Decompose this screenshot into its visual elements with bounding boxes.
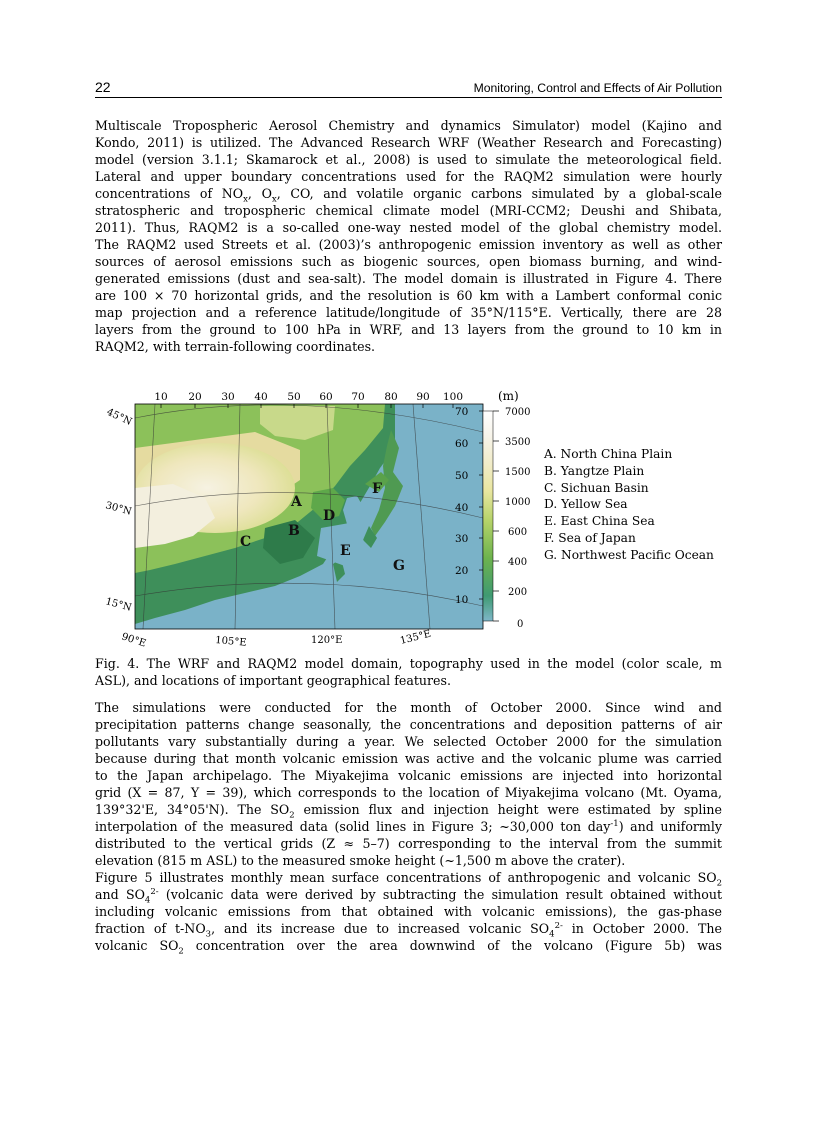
text-line: stratospheric and tropospheric chemical climate model (MRI-CCM2; Deushi and Shibata, xyxy=(95,203,722,218)
text-line: precipitation patterns change seasonally, the concentrations and deposition patterns of air xyxy=(95,717,722,732)
legend-item: D. Yellow Sea xyxy=(544,497,628,512)
region-mark-b: B xyxy=(288,523,300,539)
region-mark-f: F xyxy=(372,481,382,497)
legend-item: A. North China Plain xyxy=(544,447,673,461)
text-line: RAQM2, with terrain-following coordinates. xyxy=(95,339,376,354)
paragraph-simulation-setup xyxy=(95,699,723,957)
lat-label-45n: 45°N xyxy=(104,406,134,428)
grid-x-label: 20 xyxy=(188,391,202,403)
grid-y-label: 50 xyxy=(455,470,469,482)
text-line: The RAQM2 used Streets et al. (2003)’s anthropogenic emission inventory as well as other xyxy=(95,237,722,252)
text-line: are 100 × 70 horizontal grids, and the resolution is 60 km with a Lambert conformal conic xyxy=(95,288,722,303)
text-line: generated emissions (dust and sea-salt). The model domain is illustrated in Figure 4. There xyxy=(95,271,722,286)
region-mark-g: G xyxy=(393,558,405,574)
grid-x-labels xyxy=(154,391,463,403)
lon-label-120e: 120°E xyxy=(311,635,343,646)
legend-item: B. Yangtze Plain xyxy=(544,463,645,478)
legend-item: F. Sea of Japan xyxy=(544,530,636,545)
text-line: grid (X = 87, Y = 39), which corresponds to the location of Miyakejima volcano (Mt. Oyama, xyxy=(95,785,722,800)
running-title: Monitoring, Control and Effects of Air Pollution xyxy=(473,81,722,95)
grid-x-label: 50 xyxy=(287,391,301,403)
caption-line: ASL), and locations of important geographical features. xyxy=(95,673,451,688)
grid-x-label: 10 xyxy=(154,391,168,403)
paragraph-model-description xyxy=(95,117,722,355)
colorbar-tick: 7000 xyxy=(505,407,531,418)
grid-y-label: 10 xyxy=(455,594,469,606)
grid-y-label: 70 xyxy=(455,406,469,418)
lon-label-90e: 90°E xyxy=(120,631,148,650)
running-header xyxy=(95,79,722,98)
region-mark-e: E xyxy=(340,543,351,559)
text-line: Lateral and upper boundary concentrations used for the RAQM2 simulation were hourly xyxy=(95,169,722,184)
text-line: because during that month volcanic emission was active and the volcanic plume was carried xyxy=(95,751,722,766)
text-line: fraction of $t-NO_3$, and its increase due to increased volcanic $SO_4^{2-}$ in October 2000. The xyxy=(95,920,722,940)
region-mark-d: D xyxy=(323,508,336,524)
text-line: 139°32'E, 34°05'N). The $SO_2$ emission flux and injection height were estimated by spline xyxy=(95,802,722,821)
text-line: The simulations were conducted for the month of October 2000. Since wind and xyxy=(95,700,722,715)
region-mark-a: A xyxy=(291,494,302,510)
page-number: 22 xyxy=(95,79,111,95)
colorbar-tick: 200 xyxy=(508,587,528,598)
legend-item: C. Sichuan Basin xyxy=(544,480,649,495)
text-line: interpolation of the measured data (solid lines in Figure 3; ~30,000 ton day$^{-1}$) and uniformly xyxy=(95,818,722,834)
lat-label-30n: 30°N xyxy=(104,500,133,518)
text-line: Kondo, 2011) is utilized. The Advanced Research WRF (Weather Research and Forecasting) xyxy=(95,135,722,150)
text-line: volcanic $SO_2$ concentration over the area downwind of the volcano (Figure 5b) was xyxy=(95,938,722,957)
figure-caption xyxy=(95,655,722,689)
text-line: layers from the ground to 100 hPa in WRF, and 13 layers from the ground to 10 km in xyxy=(95,322,722,337)
text-line: Figure 5 illustrates monthly mean surface concentrations of anthropogenic and volcanic $SO_2$ xyxy=(95,870,722,889)
lon-label-105e: 105°E xyxy=(214,635,247,649)
colorbar-tick: 400 xyxy=(508,557,528,568)
grid-y-label: 30 xyxy=(455,533,469,545)
colorbar-unit: (m) xyxy=(498,389,519,403)
text-line: to the Japan archipelago. The Miyakejima volcanic emissions are injected into horizontal xyxy=(95,768,722,783)
text-line: elevation (815 m ASL) to the measured smoke height (~1,500 m above the crater). xyxy=(95,853,626,868)
legend-item: G. Northwest Pacific Ocean xyxy=(544,547,714,562)
grid-x-label: 80 xyxy=(384,391,398,403)
text-line: model (version 3.1.1; Skamarock et al., 2008) is used to simulate the meteorological field. xyxy=(95,152,722,167)
colorbar-tick: 1000 xyxy=(505,497,531,508)
colorbar-ticks xyxy=(493,411,499,621)
text-line: sources of aerosol emissions such as biogenic sources, open biomass burning, and wind- xyxy=(95,254,722,269)
text-line: Multiscale Tropospheric Aerosol Chemistry and dynamics Simulator) model (Kajino and xyxy=(95,118,722,133)
caption-line: Fig. 4. The WRF and RAQM2 model domain, topography used in the model (color scale, m xyxy=(95,656,722,671)
colorbar-tick: 0 xyxy=(517,619,524,630)
colorbar-tick: 1500 xyxy=(505,467,531,478)
grid-y-label: 20 xyxy=(455,565,469,577)
text-line: and $SO_4^{2-}$ (volcanic data were derived by subtracting the simulation result obtained without xyxy=(95,886,723,906)
text-line: including volcanic emissions from that obtained with volcanic emissions), the gas-phase xyxy=(95,904,722,919)
grid-x-label: 90 xyxy=(416,391,430,403)
text-line: concentrations of $NO_x$, $O_x$, CO, and volatile organic carbons simulated by a global-scale xyxy=(95,186,722,205)
grid-x-label: 30 xyxy=(221,391,235,403)
text-line: 2011). Thus, RAQM2 is a so-called one-way nested model of the global chemistry model. xyxy=(95,220,722,235)
grid-x-label: 100 xyxy=(442,391,464,403)
text-line: map projection and a reference latitude/longitude of 35°N/115°E. Vertically, there are 28 xyxy=(95,305,722,320)
grid-y-label: 60 xyxy=(455,438,469,450)
grid-x-label: 60 xyxy=(319,391,333,403)
colorbar-tick: 600 xyxy=(508,527,528,538)
lon-label-135e: 135°E xyxy=(399,628,433,647)
region-mark-c: C xyxy=(240,534,252,550)
colorbar-tick-labels xyxy=(505,407,530,630)
text-line: distributed to the vertical grids (Z ≈ 5–7) corresponding to the interval from the summit xyxy=(95,836,722,851)
grid-x-label: 40 xyxy=(254,391,268,403)
region-legend xyxy=(544,446,714,564)
legend-item: E. East China Sea xyxy=(544,514,655,529)
lat-label-15n: 15°N xyxy=(104,596,133,614)
figure-4 xyxy=(95,388,722,650)
colorbar-tick: 3500 xyxy=(505,437,531,448)
grid-x-label: 70 xyxy=(351,391,365,403)
grid-y-label: 40 xyxy=(455,502,469,514)
text-line: pollutants vary substantially during a year. We selected October 2000 for the simulation xyxy=(95,734,722,749)
elevation-colorbar xyxy=(483,411,493,621)
